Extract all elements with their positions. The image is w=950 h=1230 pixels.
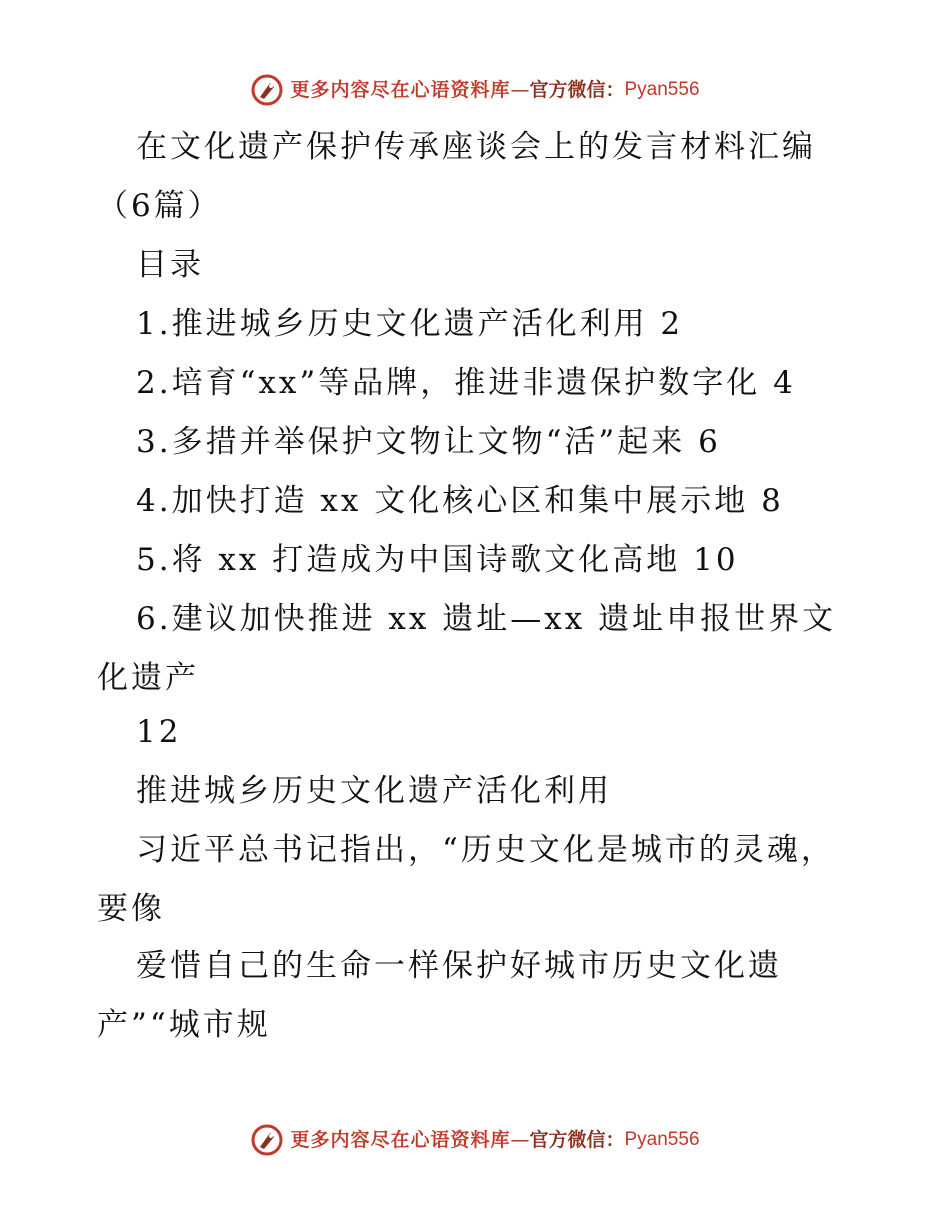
toc-item: 2.培育“xx”等品牌，推进非遗保护数字化 4 — [136, 365, 796, 401]
pen-nib-logo-icon — [250, 1123, 284, 1157]
toc-item: 5.将 xx 打造成为中国诗歌文化高地 10 — [136, 542, 739, 578]
section-title: 推进城乡历史文化遗产活化利用 — [136, 773, 612, 809]
watermark-separator: — — [510, 79, 530, 101]
watermark-separator: — — [510, 1129, 530, 1151]
toc-item: 1.推进城乡历史文化遗产活化利用 2 — [136, 306, 684, 342]
body-paragraph-line: 要像 — [97, 891, 165, 927]
watermark-label: 官方微信： — [529, 1129, 625, 1151]
body-paragraph-line: 产”“城市规 — [97, 1007, 271, 1043]
toc-item: 3.多措并举保护文物让文物“活”起来 6 — [136, 424, 721, 460]
toc-item: 4.加快打造 xx 文化核心区和集中展示地 8 — [136, 483, 784, 519]
body-paragraph-line: 爱惜自己的生命一样保护好城市历史文化遗 — [136, 948, 782, 984]
document-title-line-2: （6篇） — [97, 188, 222, 224]
footer-watermark — [0, 1120, 950, 1160]
watermark-id: Pyan556 — [624, 1129, 700, 1150]
document-title-line-1: 在文化遗产保护传承座谈会上的发言材料汇编 — [136, 129, 816, 165]
header-watermark — [0, 70, 950, 110]
toc-item-continuation: 化遗产 — [97, 660, 199, 696]
toc-heading: 目录 — [136, 247, 204, 283]
toc-item: 6.建议加快推进 xx 遗址—xx 遗址申报世界文 — [136, 601, 837, 637]
toc-item-page-number: 12 — [136, 714, 182, 750]
watermark-id: Pyan556 — [624, 79, 700, 100]
body-paragraph-line: 习近平总书记指出，“历史文化是城市的灵魂， — [136, 832, 835, 868]
watermark-brand: 更多内容尽在心语资料库 — [290, 79, 511, 101]
watermark-brand: 更多内容尽在心语资料库 — [290, 1129, 511, 1151]
pen-nib-logo-icon — [250, 73, 284, 107]
watermark-label: 官方微信： — [529, 79, 625, 101]
